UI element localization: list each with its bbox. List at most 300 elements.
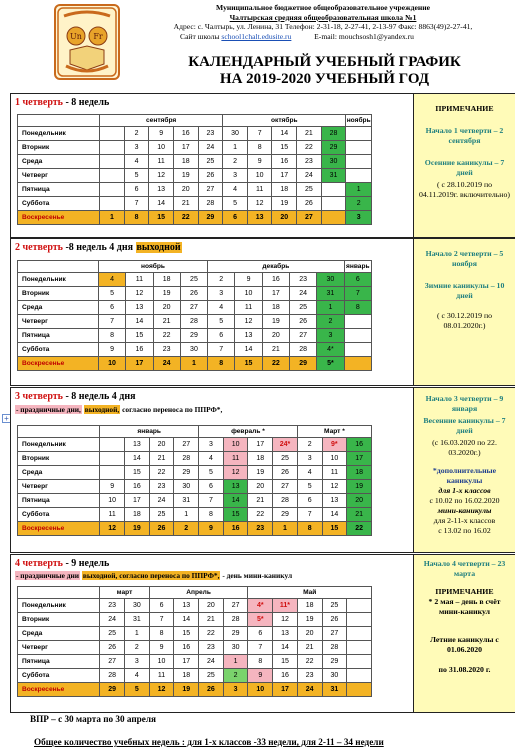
date-cell: 13	[149, 183, 174, 197]
date-cell: 9	[247, 155, 272, 169]
plus-icon[interactable]: +	[2, 414, 11, 423]
date-cell: 6	[208, 329, 235, 343]
total-weeks-note: Общее количество учебных недель : для 1-х классов -33 недели, для 2-11 – 34 недели	[34, 737, 384, 747]
weekday-row	[18, 627, 372, 641]
date-cell: 3	[297, 452, 322, 466]
date-cell: 21	[153, 315, 180, 329]
date-cell: 10	[235, 287, 262, 301]
date-cell: 31	[321, 169, 346, 183]
date-cell: 24	[153, 357, 180, 371]
date-cell: 15	[273, 655, 298, 669]
date-cell: 26	[199, 683, 224, 697]
date-cell: 8	[297, 522, 322, 536]
quarter-1-title	[15, 97, 109, 108]
weekday-label: Пятница	[18, 655, 100, 669]
quarter-1-calendar	[11, 94, 414, 237]
page-header	[0, 0, 521, 92]
date-cell: 15	[272, 141, 297, 155]
quarter-word: четверть	[22, 558, 63, 569]
weekday-row	[18, 211, 372, 225]
date-cell: 2	[346, 197, 372, 211]
date-cell: 29	[289, 357, 316, 371]
date-cell: 28	[100, 669, 125, 683]
date-cell: 16	[173, 127, 198, 141]
weekday-label: Вторник	[18, 141, 100, 155]
date-cell: 25	[199, 669, 224, 683]
dayoff-legend: выходной,	[84, 405, 120, 414]
date-cell: 27	[322, 627, 347, 641]
weekday-row	[18, 273, 372, 287]
date-cell: 3	[346, 211, 372, 225]
weekday-label: Пятница	[18, 494, 100, 508]
date-cell: 3	[124, 141, 149, 155]
quarter-number: 1	[15, 97, 20, 108]
date-cell: 5	[297, 480, 322, 494]
date-cell: 7	[124, 197, 149, 211]
date-cell: 21	[297, 641, 322, 655]
month-header: январь	[344, 261, 371, 273]
date-cell: 24	[198, 141, 223, 155]
date-cell: 29	[198, 211, 223, 225]
quarter-start: Начало 3 четверти – 9 января	[425, 394, 504, 413]
date-cell: 17	[126, 357, 153, 371]
quarter-4-title	[15, 558, 109, 569]
date-cell: 17	[272, 169, 297, 183]
weekday-label: Воскресенье	[18, 357, 99, 371]
weekday-label: Пятница	[18, 329, 99, 343]
date-cell: 31	[317, 287, 344, 301]
date-cell: 11	[149, 155, 174, 169]
month-header: октябрь	[223, 115, 346, 127]
weekday-row	[18, 315, 372, 329]
date-cell: 1	[317, 301, 344, 315]
extra-holiday-target: для 1-х классов	[438, 486, 491, 495]
weekday-label: Понедельник	[18, 127, 100, 141]
date-cell: 30	[322, 669, 347, 683]
date-cell: 31	[125, 613, 150, 627]
title-line-2: НА 2019-2020 УЧЕБНЫЙ ГОД	[219, 71, 430, 87]
weekday-row	[18, 452, 372, 466]
date-cell: 21	[199, 613, 224, 627]
date-cell: 3	[317, 329, 344, 343]
date-cell: 28	[180, 315, 207, 329]
date-cell	[344, 329, 371, 343]
weekday-label: Воскресенье	[18, 522, 100, 536]
weekday-row	[18, 343, 372, 357]
date-cell: 12	[247, 197, 272, 211]
date-cell: 24	[199, 655, 224, 669]
site-link[interactable]: school1chalt.edusite.ru	[221, 31, 292, 41]
weekday-label: Четверг	[18, 641, 100, 655]
date-cell: 17	[347, 452, 372, 466]
date-cell: 19	[297, 613, 322, 627]
date-cell: 30	[125, 599, 150, 613]
date-cell: 23	[100, 599, 125, 613]
date-cell: 4	[297, 466, 322, 480]
date-cell: 4	[208, 301, 235, 315]
holiday-period: ( с 28.10.2019 по 04.11.2019г. включительно)	[419, 180, 510, 199]
date-cell: 1	[223, 655, 248, 669]
quarter-start: Начало 4 четверти – 23 марта	[423, 559, 506, 578]
date-cell: 14	[125, 452, 150, 466]
date-cell: 1	[180, 357, 207, 371]
date-cell: 21	[297, 127, 322, 141]
date-cell: 27	[273, 480, 298, 494]
date-cell: 19	[174, 683, 199, 697]
date-cell: 8	[344, 301, 371, 315]
weekday-label: Четверг	[18, 169, 100, 183]
date-cell	[344, 357, 371, 371]
weekday-label: Понедельник	[18, 273, 99, 287]
weekday-label: Понедельник	[18, 438, 100, 452]
date-cell	[344, 343, 371, 357]
date-cell: 28	[289, 343, 316, 357]
date-cell: 20	[272, 211, 297, 225]
date-cell: 18	[262, 301, 289, 315]
date-cell: 25	[322, 599, 347, 613]
date-cell: 27	[297, 211, 322, 225]
date-cell: 6	[149, 599, 174, 613]
month-header: Апрель	[149, 587, 248, 599]
date-cell: 18	[297, 599, 322, 613]
date-cell: 14	[272, 127, 297, 141]
date-cell: 22	[297, 141, 322, 155]
holiday-legend: - праздничные дни,	[16, 405, 81, 414]
date-cell: 7	[149, 613, 174, 627]
quarter-start: Начало 2 четверти – 5 ноября	[425, 249, 504, 268]
weekday-row	[18, 508, 372, 522]
date-cell: 26	[100, 641, 125, 655]
date-cell: 5*	[248, 613, 273, 627]
date-cell: 3	[223, 169, 248, 183]
weekday-row	[18, 599, 372, 613]
date-cell	[347, 613, 372, 627]
dayoff-legend: выходной	[136, 242, 181, 253]
quarter-number: 2	[15, 242, 20, 253]
date-cell: 21	[173, 197, 198, 211]
date-cell: 26	[149, 522, 174, 536]
date-cell: 12	[126, 287, 153, 301]
date-cell	[347, 655, 372, 669]
date-cell: 30	[223, 127, 248, 141]
quarter-start: Начало 1 четверти – 2 сентября	[425, 126, 504, 145]
date-cell: 8	[199, 508, 224, 522]
month-header: ноябрь	[346, 115, 372, 127]
date-cell: 1	[174, 508, 199, 522]
date-cell: 29	[321, 141, 346, 155]
weekday-row	[18, 480, 372, 494]
date-cell: 4	[124, 155, 149, 169]
date-cell: 29	[100, 683, 125, 697]
quarter-number: 3	[15, 391, 20, 402]
date-cell: 10	[98, 357, 125, 371]
date-cell: 9	[98, 343, 125, 357]
holiday-duration: Осенние каникулы – 7 дней	[424, 158, 505, 177]
date-cell: 16	[126, 343, 153, 357]
summer-holiday: Летние каникулы с 01.06.2020	[430, 635, 499, 654]
svg-text:Fr: Fr	[93, 32, 103, 41]
quarter-weeks: -8 недель 4 дня	[62, 242, 133, 253]
date-cell: 12	[322, 480, 347, 494]
date-cell: 21	[262, 343, 289, 357]
date-cell: 24	[100, 613, 125, 627]
note-text: * 2 мая – день в счёт мини-каникул	[428, 597, 501, 616]
note-heading: ПРИМЕЧАНИЕ	[435, 104, 494, 113]
quarter-2-section	[10, 238, 515, 386]
date-cell: 25	[273, 452, 298, 466]
date-cell: 19	[262, 315, 289, 329]
date-cell: 8	[149, 627, 174, 641]
date-cell: 20	[149, 438, 174, 452]
date-cell: 18	[125, 508, 150, 522]
date-cell: 25	[180, 273, 207, 287]
date-cell: 7	[208, 343, 235, 357]
weekday-label: Среда	[18, 155, 100, 169]
date-cell: 3	[125, 655, 150, 669]
email-label: E-mail:	[314, 31, 337, 41]
date-cell: 23	[289, 273, 316, 287]
date-cell: 26	[180, 287, 207, 301]
date-cell: 13	[322, 494, 347, 508]
date-cell: 25	[297, 183, 322, 197]
date-cell: 23	[297, 669, 322, 683]
date-cell: 3	[199, 438, 224, 452]
quarter-4-note	[414, 555, 515, 712]
month-header: декабрь	[208, 261, 344, 273]
quarter-2-note	[414, 239, 515, 385]
date-cell: 30	[174, 480, 199, 494]
date-cell: 12	[149, 683, 174, 697]
date-cell: 5	[98, 287, 125, 301]
date-cell: 11	[100, 508, 125, 522]
holiday-period: ( с 30.12.2019 по 08.01.2020г.)	[436, 311, 493, 330]
month-header: март	[100, 587, 149, 599]
date-cell: 8	[248, 655, 273, 669]
quarter-2-table	[17, 260, 372, 371]
weekday-label: Вторник	[18, 287, 99, 301]
contacts-line	[128, 32, 518, 42]
date-cell: 24	[297, 683, 322, 697]
date-cell: 15	[322, 522, 347, 536]
date-cell: 21	[347, 508, 372, 522]
date-cell	[347, 627, 372, 641]
date-cell: 17	[262, 287, 289, 301]
date-cell: 22	[149, 466, 174, 480]
weekday-label: Суббота	[18, 669, 100, 683]
date-cell: 15	[174, 627, 199, 641]
date-cell: 5	[208, 315, 235, 329]
date-cell: 16	[223, 522, 248, 536]
date-cell: 28	[273, 494, 298, 508]
date-cell: 23	[153, 343, 180, 357]
quarter-1-section	[10, 93, 515, 238]
weekday-label: Вторник	[18, 452, 100, 466]
date-cell: 28	[198, 197, 223, 211]
mini-holiday-legend: - день мини-каникул	[222, 571, 293, 580]
date-cell: 22	[297, 655, 322, 669]
quarter-4-table	[17, 586, 372, 697]
date-cell: 5*	[317, 357, 344, 371]
date-cell: 27	[223, 599, 248, 613]
date-cell	[321, 211, 346, 225]
date-cell: 7	[199, 494, 224, 508]
date-cell: 13	[125, 438, 150, 452]
date-cell: 29	[174, 466, 199, 480]
weekday-label: Четверг	[18, 315, 99, 329]
quarter-4-legend	[15, 571, 292, 580]
header-blank	[18, 115, 100, 127]
date-cell: 31	[322, 683, 347, 697]
quarter-2-calendar	[11, 239, 414, 385]
date-cell: 9	[199, 522, 224, 536]
date-cell: 14	[273, 641, 298, 655]
date-cell: 16	[174, 641, 199, 655]
date-cell: 9	[149, 641, 174, 655]
date-cell: 16	[262, 273, 289, 287]
summer-holiday-end: по 31.08.2020 г.	[438, 665, 491, 674]
header-blank	[18, 426, 100, 438]
date-cell: 14	[174, 613, 199, 627]
note-heading: ПРИМЕЧАНИЕ	[435, 587, 494, 596]
date-cell: 28	[223, 613, 248, 627]
date-cell: 15	[126, 329, 153, 343]
date-cell: 13	[174, 599, 199, 613]
date-cell: 6	[248, 627, 273, 641]
date-cell: 6	[297, 494, 322, 508]
date-cell: 11	[149, 669, 174, 683]
date-cell: 12	[273, 613, 298, 627]
date-cell: 4	[223, 183, 248, 197]
date-cell: 14	[126, 315, 153, 329]
date-cell: 18	[272, 183, 297, 197]
title-line-1: КАЛЕНДАРНЫЙ УЧЕБНЫЙ ГРАФИК	[188, 54, 461, 70]
date-cell: 26	[289, 315, 316, 329]
date-cell: 6	[223, 211, 248, 225]
date-cell: 20	[262, 329, 289, 343]
date-cell: 10	[248, 683, 273, 697]
quarter-3-legend	[15, 405, 222, 414]
weekday-row	[18, 669, 372, 683]
month-header: ноябрь	[98, 261, 207, 273]
date-cell: 2	[208, 273, 235, 287]
date-cell	[347, 599, 372, 613]
date-cell: 6	[98, 301, 125, 315]
date-cell: 23	[248, 522, 273, 536]
weekday-row	[18, 301, 372, 315]
weekday-label: Вторник	[18, 613, 100, 627]
date-cell	[100, 127, 125, 141]
date-cell	[100, 438, 125, 452]
date-cell: 6	[199, 480, 224, 494]
weekday-label: Понедельник	[18, 599, 100, 613]
date-cell: 27	[289, 329, 316, 343]
date-cell: 8	[98, 329, 125, 343]
date-cell: 1	[125, 627, 150, 641]
date-cell: 8	[208, 357, 235, 371]
date-cell: 1	[273, 522, 298, 536]
dayoff-legend: выходной, согласно переноса по ППРФ*,	[82, 571, 220, 580]
weekday-row	[18, 641, 372, 655]
quarter-3-calendar	[11, 388, 414, 552]
date-cell	[100, 183, 125, 197]
date-cell: 17	[125, 494, 150, 508]
date-cell	[100, 169, 125, 183]
date-cell	[100, 155, 125, 169]
date-cell: 22	[248, 508, 273, 522]
date-cell: 1	[223, 141, 248, 155]
date-cell	[347, 683, 372, 697]
date-cell: 20	[153, 301, 180, 315]
month-header: февраль *	[199, 426, 298, 438]
date-cell: 16	[272, 155, 297, 169]
date-cell: 9*	[322, 438, 347, 452]
school-emblem-icon	[54, 4, 120, 80]
quarter-3-table	[17, 425, 372, 536]
date-cell: 23	[297, 155, 322, 169]
date-cell: 2	[174, 522, 199, 536]
date-cell: 22	[262, 357, 289, 371]
date-cell: 21	[149, 452, 174, 466]
date-cell: 24	[149, 494, 174, 508]
weekday-row	[18, 522, 372, 536]
weekday-label: Среда	[18, 301, 99, 315]
month-header: январь	[100, 426, 199, 438]
date-cell	[321, 183, 346, 197]
weekday-row	[18, 613, 372, 627]
date-cell	[347, 669, 372, 683]
date-cell: 21	[248, 494, 273, 508]
date-cell: 11	[247, 183, 272, 197]
header-blank	[18, 587, 100, 599]
date-cell: 5	[124, 169, 149, 183]
date-cell: 8	[247, 141, 272, 155]
date-cell: 19	[248, 466, 273, 480]
date-cell: 27	[100, 655, 125, 669]
date-cell: 4*	[248, 599, 273, 613]
date-cell: 7	[247, 127, 272, 141]
date-cell: 2	[124, 127, 149, 141]
date-cell: 10	[223, 438, 248, 452]
date-cell	[346, 127, 372, 141]
date-cell: 2	[317, 315, 344, 329]
date-cell: 30	[223, 641, 248, 655]
weekday-label: Воскресенье	[18, 211, 100, 225]
date-cell: 25	[149, 508, 174, 522]
page-title	[128, 54, 521, 88]
date-cell: 13	[223, 480, 248, 494]
date-cell: 2	[223, 155, 248, 169]
date-cell: 13	[247, 211, 272, 225]
date-cell: 24	[297, 169, 322, 183]
date-cell: 19	[153, 287, 180, 301]
date-cell: 27	[180, 301, 207, 315]
date-cell: 15	[125, 466, 150, 480]
weekday-row	[18, 438, 372, 452]
date-cell: 18	[173, 155, 198, 169]
month-header: Март *	[297, 426, 371, 438]
quarter-3-note	[414, 388, 515, 552]
date-cell: 28	[321, 127, 346, 141]
date-cell: 13	[273, 627, 298, 641]
org-name-line: Муниципальное бюджетное общеобразовательное учреждение	[216, 3, 430, 12]
date-cell	[321, 197, 346, 211]
date-cell: 30	[180, 343, 207, 357]
extra-holiday-heading: *дополнительные каникулы	[432, 466, 497, 485]
date-cell: 29	[180, 329, 207, 343]
date-cell: 12	[235, 315, 262, 329]
date-cell: 20	[297, 627, 322, 641]
date-cell: 15	[235, 357, 262, 371]
